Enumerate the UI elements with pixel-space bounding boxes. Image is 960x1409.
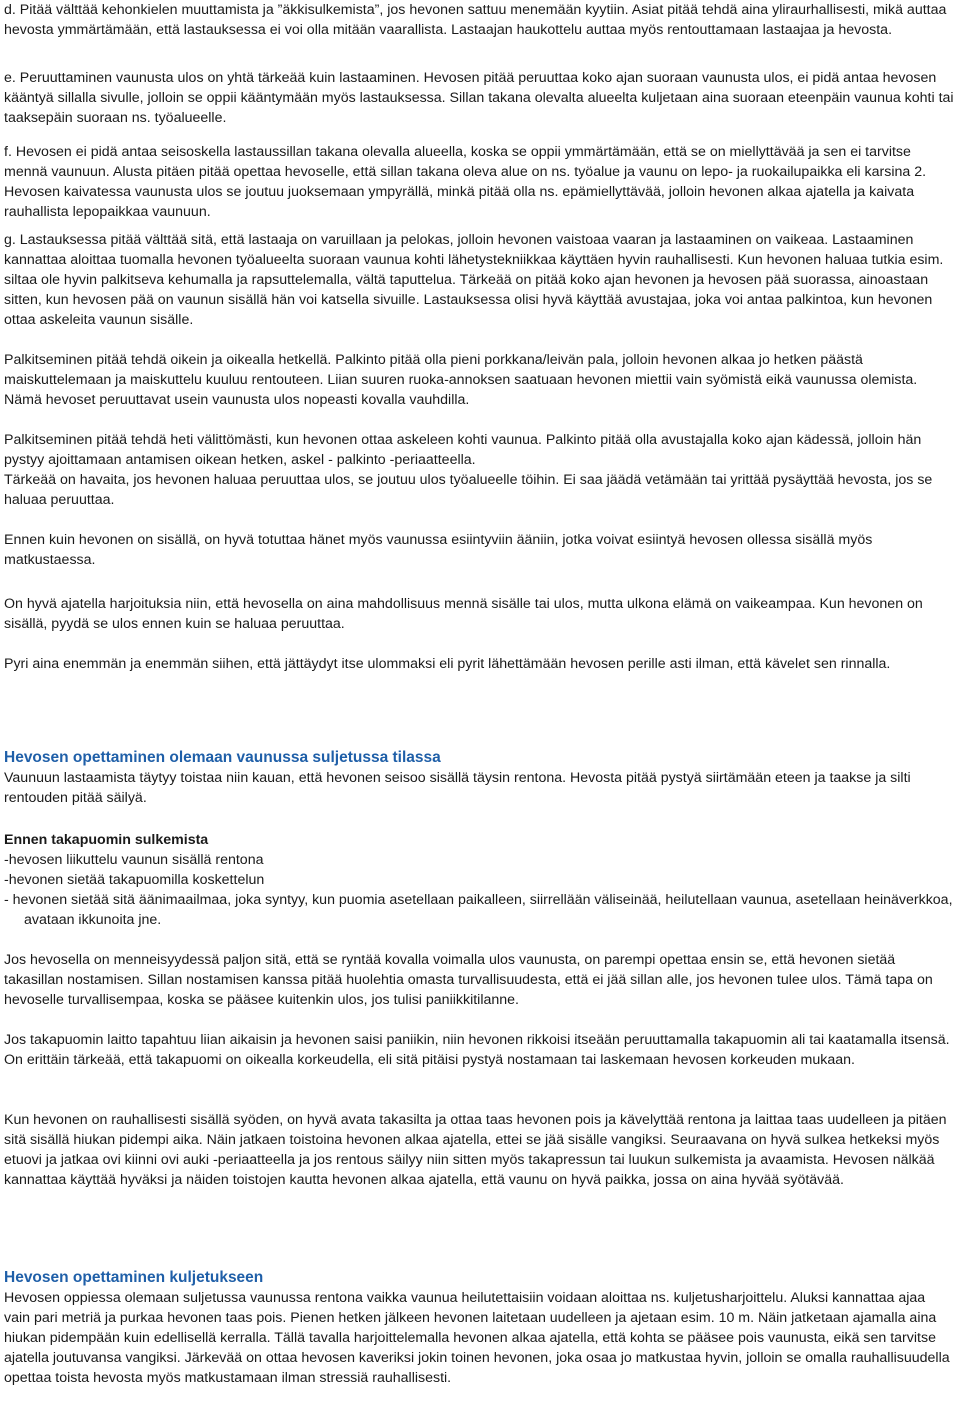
section-heading-transport: Hevosen opettaminen kuljetukseen: [4, 1269, 264, 1286]
paragraph-d: d. Pitää välttää kehonkielen muuttamista ja ”äkkisulkemista”, jos hevonen sattuu menemään kyytiin. Asiat pitää tehdä aina yliraurhallisesti, mikä auttaa hevosta ymmärtämään, että lastauksessa ei voi olla mitään vaarallista. Lastaajan haukottelu auttaa myös rentouttamaan lastaajaa ja hevosta.: [4, 2, 947, 38]
paragraph-e: e. Peruuttaminen vaunusta ulos on yhtä tärkeää kuin lastaaminen. Hevosen pitää peruuttaa koko ajan suoraan vaunusta ulos, ei pidä antaa hevosen kääntyä sillalla sivulle, jolloin se oppii kääntymään myös lastauksessa. Sillan takana olevalta alueelta kuljetaan aina suoraan eteenpäin vaunua kohti tai taaksepäin suoraan ns. työalueelle.: [4, 70, 954, 126]
paragraph-g: g. Lastauksessa pitää välttää sitä, että lastaaja on varuillaan ja pelokas, jolloin hevonen vaistoaa vaaran ja lastaaminen on vaikeaa. Lastaaminen kannattaa aloittaa tuomalla hevonen työalueelta suoraan vaunua kohti lähetystekniikkaa käyttäen hyvin rauhallisesti. Kun hevonen haluaa tutkia esim. siltaa ole hyvin palkitseva kehumalla ja rapsuttelemalla, vältä taputtelua. Tärkeää on pitää koko ajan hevonen ja hevosen pää suorassa, ainoastaan sitten, kun hevosen pää on vaunun sisällä hän voi katsella sivuille. Lastauksessa olisi hyvä käyttää avustajaa, joka voi antaa palkintoa, kun hevonen ottaa askeleita vaunun sisälle.: [4, 232, 944, 328]
subheading-before-rear-bar: Ennen takapuomin sulkemista: [4, 832, 209, 848]
paragraph-reward-3: Tärkeää on havaita, jos hevonen haluaa peruuttaa ulos, se joutuu ulos työalueelle töihin. Ei saa jäädä vetämään tai yrittää pysäyttää hevosta, jos se haluaa peruuttaa.: [4, 472, 933, 508]
paragraph-reward-1: Palkitseminen pitää tehdä oikein ja oikealla hetkellä. Palkinto pitää olla pieni porkkana/leivän pala, jolloin hevonen alkaa jo hetken päästä maiskuttelemaan ja maiskuttelu kuuluu rentouteen. Liian suuren ruoka-annoksen saatuaan hevonen miettii vain syömistä eikä vaunussa olemista. Nämä hevoset peruuttavat usein vaunusta ulos nopeasti kovalla vauhdilla.: [4, 352, 918, 408]
paragraph-rear-bar: Jos takapuomin laitto tapahtuu liian aikaisin ja hevonen saisi paniikin, niin hevonen rikkoisi itseään peruuttamalla takapuomin ali tai kaatamalla itsensä. On erittäin tärkeää, että takapuomi on oikealla korkeudella, eli sitä pitäisi pystyä nostamaan tai laskemaan hevosen korkeuden mukaan.: [4, 1032, 950, 1068]
paragraph-distance: Pyri aina enemmän ja enemmän siihen, että jättäydyt itse ulommaksi eli pyrit lähettämään hevosen perille asti ilman, että kävelet sen rinnalla.: [4, 656, 891, 672]
paragraph-practice: On hyvä ajatella harjoituksia niin, että hevosella on aina mahdollisuus mennä sisälle tai ulos, mutta ulkona elämä on vaikeampaa. Kun hevonen on sisällä, pyydä se ulos ennen kuin se haluaa peruuttaa.: [4, 596, 923, 632]
paragraph-transport-training: Hevosen oppiessa olemaan suljetussa vaunussa rentona vaikka vaunua heilutettaisiin voidaan aloittaa ns. kuljetusharjoittelu. Aluksi kannattaa ajaa vain pari metriä ja purkaa hevonen taas pois. Pienen hetken jälkeen hevonen laitetaan uudelleen ja ajetaan esim. 10 m. Näin jatketaan ajamalla aina hiukan pidempään kuin edellisellä kerralla. Tällä tavalla harjoittelemalla hevonen alkaa ajatella, että kohta se pääsee pois vaunusta, eikä sen tarvitse ajatella joutuvansa vangiksi. Järkevää on ottaa hevosen kaveriksi jokin toinen hevonen, joka osaa jo matkustaa hyvin, jolloin se omalla rauhallisuudella opettaa toista hevosta myös matkustamaan ilman stressiä rauhallisesti.: [4, 1290, 950, 1386]
paragraph-repetition: Kun hevonen on rauhallisesti sisällä syöden, on hyvä avata takasilta ja ottaa taas hevonen pois ja kävelyttää rentona ja laittaa taas uudelleen ja pitäen sitä sisällä hiukan pidempi aika. Näin jatkaen toistoina hevonen alkaa ajatella, ettei se jää sisälle vangiksi. Seuraavana on hyvä sulkea hetkeksi myös etuovi ja jatkaa ovi kiinni ovi auki -periaatteella ja jos rentous säilyy niin sitten myös takapressun tai luukun sulkemista ja avaamista. Hevosen nälkää kannattaa käyttää hyväksi ja näiden toistojen kautta hevonen alkaa ajatella, että vaunu on hyvä paikka, jossa on aina hyvää syötävää.: [4, 1112, 947, 1188]
section-heading-closed-space: Hevosen opettaminen olemaan vaunussa suljetussa tilassa: [4, 749, 441, 766]
list-item: -hevosen liikuttelu vaunun sisällä rentona: [4, 852, 264, 868]
paragraph-reward-2: Palkitseminen pitää tehdä heti välittömästi, kun hevonen ottaa askeleen kohti vaunua. Palkinto pitää olla avustajalla koko ajan kädessä, jolloin hän pystyy ajoittamaan antamisen oikean hetken, askel - palkinto -periaatteella.: [4, 432, 922, 468]
paragraph-bridge-lifting: Jos hevosella on menneisyydessä paljon sitä, että se ryntää kovalla voimalla ulos vaunusta, on parempi opettaa ensin se, että hevonen sietää takasillan nostamisen. Sillan nostamisen kanssa pitää huolehtia omasta turvallisuudesta, että ei jää sillan alle, jos hevonen tulee ulos. Tämä tapa on hevoselle turvallisempaa, koska se pääsee kuitenkin ulos, jos tulisi paniikkitilanne.: [4, 952, 933, 1008]
list-item: -hevonen sietää takapuomilla koskettelun: [4, 872, 265, 888]
section-intro: Vaunuun lastaamista täytyy toistaa niin kauan, että hevonen seisoo sisällä täysin rentona. Hevosta pitää pystyä siirtämään eteen ja taakse ja silti rentouden pitää säilyä.: [4, 770, 911, 806]
paragraph-f: f. Hevosen ei pidä antaa seisoskella lastaussillan takana olevalla alueella, koska se oppii ymmärtämään, että se on miellyttävää ja sen ei tarvitse mennä vaunuun. Alusta pitäen pitää opettaa hevoselle, että sillan takana oleva alue on ns. työalue ja vaunu on lepo- ja ruokailupaikka eli karsina 2. Hevosen kaivatessa vaunusta ulos se joutuu juoksemaan ympyrällä, minkä pitää olla ns. epämiellyttävää, jolloin hevonen alkaa ajatella ja kaivata rauhallista lepopaikkaa vaunuun.: [4, 144, 927, 220]
paragraph-sounds: Ennen kuin hevonen on sisällä, on hyvä totuttaa hänet myös vaunussa esiintyviin ääniin, jotka voivat esiintyä hevosen ollessa sisällä myös matkustaessa.: [4, 532, 873, 568]
list-item: - hevonen sietää sitä äänimaailmaa, joka syntyy, kun puomia asetellaan paikalleen, siirrellään väliseinää, heilutellaan vaunua, asetellaan heinäverkkoa, avataan ikkunoita jne.: [4, 892, 953, 928]
